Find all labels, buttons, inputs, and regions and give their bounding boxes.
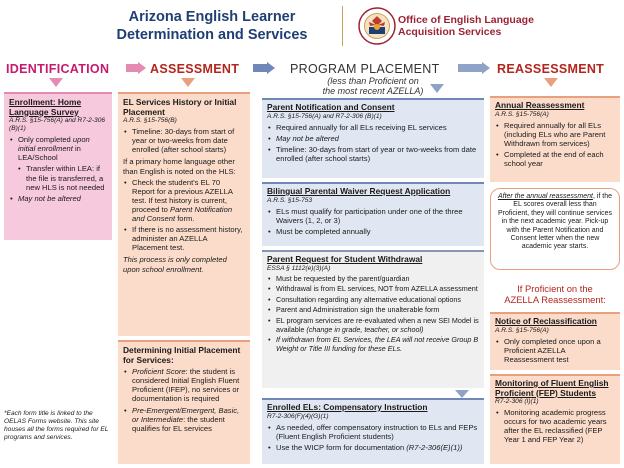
after-reassessment-note xyxy=(490,188,620,270)
phase-identification: IDENTIFICATION xyxy=(6,62,110,76)
list-item: • As needed, offer compensatory instruction to ELs and FEPs (Fluent English Proficient students) xyxy=(267,423,479,441)
list-item: • Required annually for all ELs receiving EL services xyxy=(267,123,479,132)
list-item: • Withdrawal is from EL services, NOT from AZELLA assessment xyxy=(267,285,479,294)
list-item: • Must be completed annually xyxy=(267,227,479,236)
citation: ESSA § 1112(e)(3)(A) xyxy=(267,264,331,272)
form-title-link[interactable]: Bilingual Parental Waiver Request Application xyxy=(267,186,451,196)
org-line-1: Office of English Language xyxy=(398,14,534,26)
header-divider xyxy=(342,6,343,46)
list-item: • Must be requested by the parent/guardian xyxy=(267,275,479,284)
if-proficient-line-2: AZELLA Reassessment: xyxy=(504,294,606,305)
withdrawal-card xyxy=(262,250,484,388)
parent-notification-card xyxy=(262,98,484,178)
list-item: • Parent and Administration sign the unalterable form xyxy=(267,306,479,315)
list-item: • Completed at the end of each school year xyxy=(495,150,615,168)
form-title-link[interactable]: Enrolled ELs: Compensatory Instruction xyxy=(267,402,428,412)
list-item: • ELs must qualify for participation under one of the three Waivers (1, 2, or 3) xyxy=(267,207,479,225)
list-item: • Proficient Score: the student is considered Initial English Fluent Proficient (IFEP), no services or documentation is required xyxy=(123,367,245,403)
arrow-down-icon xyxy=(430,84,444,93)
card-title: EL Services History or Initial Placement xyxy=(123,97,237,117)
list-item: • Use the WICP form for documentation (R7-2-306(E)(1)) xyxy=(267,443,479,452)
citation: R7-2-306(F)(4)(G)(1) xyxy=(267,412,329,420)
compensatory-instruction-card xyxy=(262,398,484,464)
arrow-down-icon xyxy=(544,78,558,87)
list-item: • May not be altered xyxy=(9,194,107,203)
arrow-right-icon xyxy=(126,62,146,74)
placement-subtitle xyxy=(293,76,453,96)
note-lead: After the annual reassessment xyxy=(497,193,593,200)
reclassification-card xyxy=(490,312,620,370)
phase-assessment: ASSESSMENT xyxy=(150,62,240,76)
if-proficient-label xyxy=(490,283,620,305)
enrollment-hls-card xyxy=(4,92,112,240)
citation: A.R.S. §15-756(A) xyxy=(495,110,549,118)
citation: A.R.S. §15-756(A) and R7-2-306 (B)(1) xyxy=(9,117,106,133)
note-body: , if the EL scores overall less than Proficient, they will continue services in the next academic year. Pick-up with the Parent Notification and Consent letter when the new academic year starts. xyxy=(498,193,613,251)
citation: A.R.S. §15-756(A) and R7-2-306 (B)(1) xyxy=(267,112,382,120)
form-title-link[interactable]: Parent Notification and Consent xyxy=(267,102,395,112)
paragraph: If a primary home language other than English is noted on the HLS: xyxy=(123,157,236,176)
form-title-link[interactable]: Enrollment: Home Language Survey xyxy=(9,97,82,117)
list-item: • Transfer within LEA: if the file is transferred, a new HLS is not needed xyxy=(9,164,107,191)
phase-reassessment: REASSESSMENT xyxy=(497,62,605,76)
arrow-right-icon xyxy=(458,62,490,74)
form-title-link[interactable]: Monitoring of Fluent English Proficient (FEP) Students xyxy=(495,378,609,398)
phase-placement: PROGRAM PLACEMENT xyxy=(290,62,440,76)
fep-monitoring-card xyxy=(490,374,620,464)
arrow-down-icon xyxy=(455,390,469,398)
footnote: *Each form title is linked to the OELAS Forms website. This site houses all the forms required for EL programs and services. xyxy=(4,410,114,464)
arrow-right-icon xyxy=(253,62,275,74)
list-item: • Monitoring academic progress occurs for two academic years after the EL reclassified (FEP Year 1 and FEP Year 2) xyxy=(495,408,615,444)
list-item: • Required annually for all ELs (including ELs who are Parent Withdrawn from services) xyxy=(495,121,615,148)
list-item: • If there is no assessment history, administer an AZELLA Placement test. xyxy=(123,225,245,252)
list-item: • Pre-Emergent/Emergent, Basic, or Intermediate: the student qualifies for EL services xyxy=(123,406,245,433)
citation: R7-2-306 (I)(1) xyxy=(495,398,539,406)
page-title xyxy=(96,8,328,44)
list-item: • Only completed upon initial enrollment in LEA/School xyxy=(9,135,107,162)
org-line-2: Acquisition Services xyxy=(398,26,502,38)
if-proficient-line-1: If Proficient on the xyxy=(517,283,593,294)
list-item: • Timeline: 30-days from start of year or two-weeks from date enrolled (after school starts) xyxy=(267,145,479,163)
placement-subtitle-line-2: the most recent AZELLA) xyxy=(322,86,424,96)
placement-subtitle-line-1: (less than Proficient on xyxy=(327,76,419,86)
form-title-link[interactable]: Parent Request for Student Withdrawal xyxy=(267,254,423,264)
initial-placement-card xyxy=(118,340,250,464)
citation: A.R.S. §15-753 xyxy=(267,196,313,204)
list-item: • Only completed once upon a Proficient AZELLA Reassessment test xyxy=(495,337,615,364)
annual-reassessment-card xyxy=(490,96,620,182)
el-services-history-card xyxy=(118,92,250,336)
list-item: • Timeline: 30-days from start of year or two-weeks from date enrolled (after school starts) xyxy=(123,127,245,154)
list-item: • May not be altered xyxy=(267,134,479,143)
note: This process is only completed upon school enrollment. xyxy=(123,255,227,274)
list-item: • Check the student's EL 70 Report for a previous AZELLA test. If test history is current, proceed to Parent Notification and Consent form. xyxy=(123,178,245,223)
list-item: • EL program services are re-evaluated when a new SEI Model is available (change in grade, teacher, or school) xyxy=(267,317,479,334)
bilingual-waiver-card xyxy=(262,182,484,246)
list-item: • Consultation regarding any alternative educational options xyxy=(267,296,479,305)
org-name xyxy=(398,14,534,38)
citation: A.R.S. §15-756(A) xyxy=(495,326,549,334)
list-item: • If withdrawn from EL Services, the LEA will not receive Group B Weight or Title III funding for these ELs. xyxy=(267,336,479,353)
form-title-link[interactable]: Notice of Reclassification xyxy=(495,316,597,326)
state-seal-icon xyxy=(358,7,396,45)
citation: A.R.S. §15-756(B) xyxy=(123,117,177,125)
arrow-down-icon xyxy=(49,78,63,87)
card-title: Determining Initial Placement for Services: xyxy=(123,345,241,365)
arrow-down-icon xyxy=(181,78,195,87)
card-title: Annual Reassessment xyxy=(495,100,585,110)
title-line-1: Arizona English Learner xyxy=(128,9,296,25)
title-line-2: Determination and Services xyxy=(116,27,308,43)
